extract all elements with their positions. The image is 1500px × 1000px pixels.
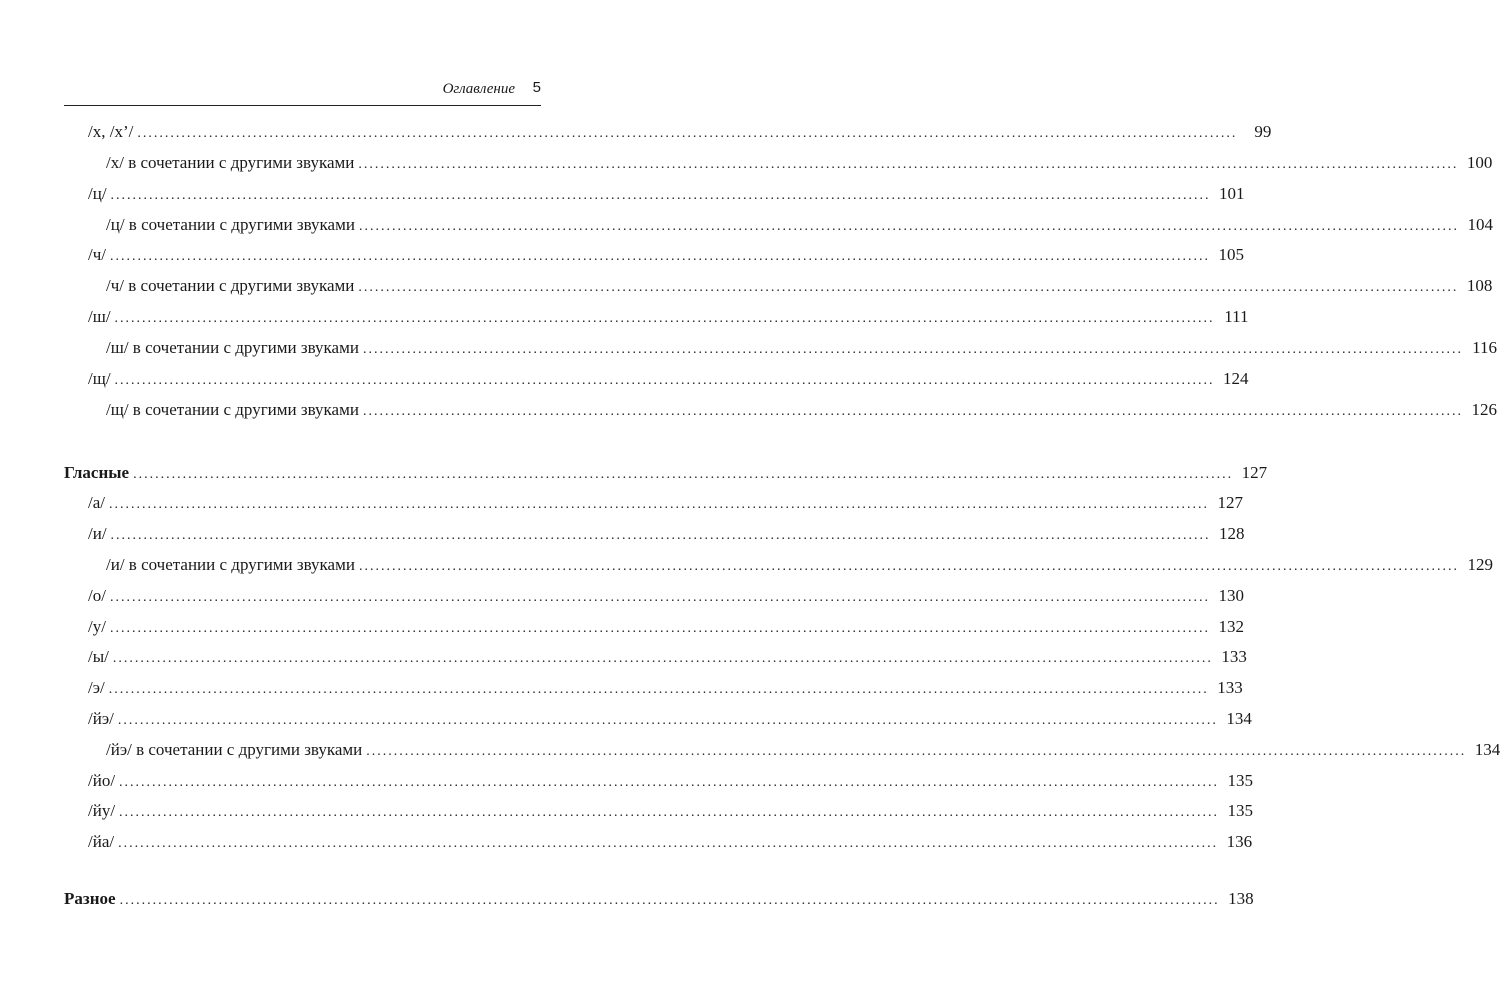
toc-entry	[106, 737, 1500, 763]
toc-entry-page: 132	[1218, 617, 1244, 636]
toc-entry	[88, 829, 1253, 855]
dot-leader: ........................................................................................................................................................................................................	[358, 157, 1459, 172]
toc-entry	[88, 304, 1249, 330]
toc-entry	[88, 644, 1247, 670]
toc-entry-page: 116	[1472, 338, 1497, 357]
toc-entry-page: 111	[1224, 307, 1249, 326]
toc-entry	[88, 242, 1244, 268]
toc-entry-page: 130	[1218, 586, 1244, 605]
dot-leader: ........................................................................................................................................................................................................	[366, 744, 1467, 759]
dot-leader: ........................................................................................................................................................................................................	[119, 775, 1220, 790]
toc-entry-label: /и/ в сочетании с другими звуками	[106, 555, 355, 574]
dot-leader: ........................................................................................................................................................................................................	[108, 682, 1209, 697]
toc-entry-label: /х/ в сочетании с другими звуками	[106, 153, 355, 172]
running-header	[64, 78, 541, 106]
toc-entry	[88, 675, 1243, 701]
toc-entry-page: 101	[1219, 184, 1245, 203]
dot-leader: ........................................................................................................................................................................................................	[119, 893, 1220, 908]
toc-entry-label: /йа/	[88, 832, 115, 851]
toc-entry	[64, 886, 1254, 912]
toc-entry	[88, 119, 1272, 145]
toc-entry-label: /ц/ в сочетании с другими звуками	[106, 215, 355, 234]
dot-leader: ........................................................................................................................................................................................................	[358, 219, 1459, 234]
toc-entry	[106, 212, 1493, 238]
dot-leader: ........................................................................................................................................................................................................	[137, 126, 1238, 141]
dot-leader: ........................................................................................................................................................................................................	[119, 805, 1220, 820]
dot-leader: ........................................................................................................................................................................................................	[358, 280, 1459, 295]
toc-entry	[88, 521, 1245, 547]
dot-leader: ........................................................................................................................................................................................................	[133, 467, 1234, 482]
toc-entry-page: 105	[1218, 245, 1244, 264]
dot-leader: ........................................................................................................................................................................................................	[114, 311, 1215, 326]
toc-entry-label: /х, /х’/	[88, 122, 134, 141]
toc-entry	[88, 768, 1254, 794]
toc-entry-label: /йу/	[88, 801, 116, 820]
toc-entry-page: 126	[1471, 400, 1497, 419]
toc-entry	[88, 706, 1252, 732]
toc-entry	[88, 614, 1244, 640]
toc-entry-page: 133	[1217, 678, 1243, 697]
toc-entry-label: /щ/ в сочетании с другими звуками	[106, 400, 359, 419]
toc-entry-page: 138	[1228, 889, 1254, 908]
dot-leader: ........................................................................................................................................................................................................	[109, 497, 1209, 512]
toc-entry-label: /у/	[88, 617, 106, 636]
toc-entry	[106, 397, 1497, 423]
toc-entry-label: /ш/	[88, 307, 111, 326]
toc-entry-label: /йо/	[88, 771, 116, 790]
toc-entry-page: 100	[1466, 153, 1493, 172]
toc-entry-label: /ц/	[88, 184, 107, 203]
toc-entry-page: 99	[1254, 122, 1272, 141]
toc-entry-page: 127	[1241, 463, 1268, 482]
toc-entry-page: 135	[1227, 771, 1254, 790]
toc-entry	[88, 490, 1243, 516]
toc-entry	[64, 460, 1268, 486]
dot-leader: ........................................................................................................................................................................................................	[117, 713, 1218, 728]
dot-leader: ........................................................................................................................................................................................................	[110, 249, 1210, 264]
dot-leader: ........................................................................................................................................................................................................	[110, 528, 1211, 543]
toc-entry	[106, 150, 1493, 176]
toc-entry-page: 134	[1474, 740, 1500, 759]
toc-entry-page: 124	[1223, 369, 1249, 388]
toc-entry-page: 104	[1467, 215, 1493, 234]
toc-entry-label: /а/	[88, 493, 105, 512]
toc-entry-label: /ч/	[88, 245, 106, 264]
dot-leader: ........................................................................................................................................................................................................	[109, 621, 1210, 636]
toc-entry	[88, 798, 1254, 824]
toc-entry-label: /ч/ в сочетании с другими звуками	[106, 276, 355, 295]
dot-leader: ........................................................................................................................................................................................................	[362, 404, 1463, 419]
toc-entry-label: /йэ/ в сочетании с другими звуками	[106, 740, 363, 759]
toc-entry	[106, 552, 1493, 578]
toc-entry-label: /щ/	[88, 369, 111, 388]
toc-entry-page: 108	[1466, 276, 1493, 295]
toc-entry-label: /йэ/	[88, 709, 114, 728]
toc-entry-label: Разное	[64, 889, 116, 908]
toc-entry	[106, 273, 1493, 299]
dot-leader: ........................................................................................................................................................................................................	[114, 373, 1215, 388]
dot-leader: ........................................................................................................................................................................................................	[118, 836, 1219, 851]
toc-entry-page: 129	[1467, 555, 1493, 574]
dot-leader: ........................................................................................................................................................................................................	[362, 342, 1463, 357]
dot-leader: ........................................................................................................................................................................................................	[109, 590, 1210, 605]
toc-entry-page: 134	[1226, 709, 1252, 728]
toc-entry	[88, 366, 1249, 392]
toc-entry-label: /и/	[88, 524, 107, 543]
toc-entry-label: /ш/ в сочетании с другими звуками	[106, 338, 359, 357]
running-header-title: Оглавление	[442, 81, 515, 97]
dot-leader: ........................................................................................................................................................................................................	[110, 188, 1211, 203]
toc-entry-label: /ы/	[88, 647, 109, 666]
toc-entry-label: /о/	[88, 586, 106, 605]
toc-entry-label: /э/	[88, 678, 105, 697]
page-number: 5	[532, 79, 541, 96]
dot-leader: ........................................................................................................................................................................................................	[112, 651, 1213, 666]
dot-leader: ........................................................................................................................................................................................................	[358, 559, 1459, 574]
toc-entry-page: 128	[1219, 524, 1245, 543]
toc-entry	[88, 181, 1245, 207]
toc-entry-page: 135	[1227, 801, 1254, 820]
toc-entry	[106, 335, 1497, 361]
toc-entry-page: 133	[1221, 647, 1247, 666]
toc-entry-page: 127	[1217, 493, 1243, 512]
toc-entry-page: 136	[1226, 832, 1253, 851]
toc-entry	[88, 583, 1244, 609]
toc-entry-label: Гласные	[64, 463, 130, 482]
